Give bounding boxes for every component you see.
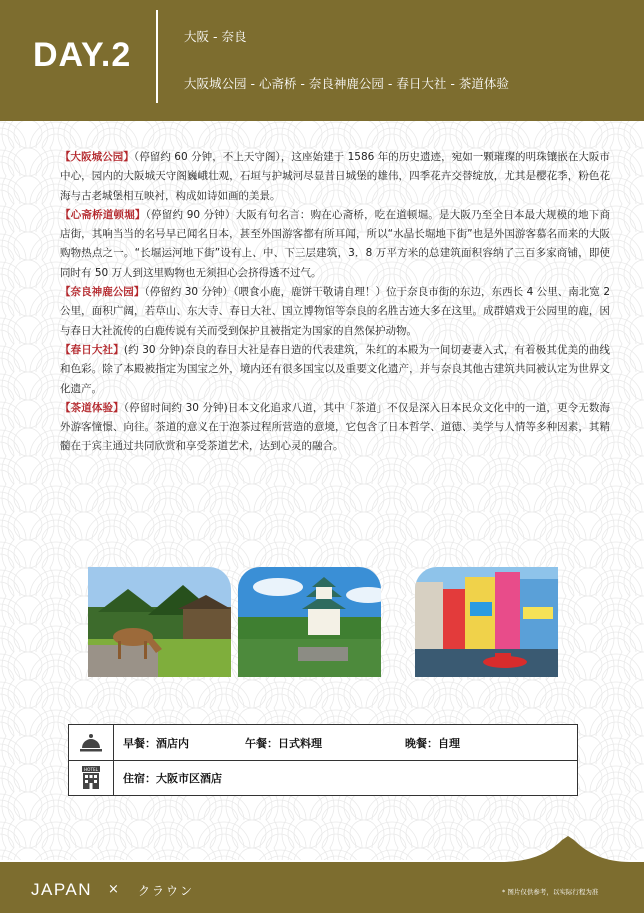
header-divider [156,10,158,103]
paragraph-osaka-castle [60,148,610,206]
paragraph-tea-ceremony [60,399,610,457]
route-cities: 大阪 - 奈良 [184,29,247,44]
text-nara-park: （停留约 30 分钟）（喂食小鹿，鹿饼干敬请自理！）位于奈良市街的东边，东西长 4 公里、南北宽 2 公里，面积广阔，若草山、东大寺、春日大社、国立博物馆等奈良的名胜古迹大多在这里。成群嬉戏于公园里的鹿，因与春日大社流传的白鹿传说有关而受到保护且被指定为国家的自然保护动物。 [60,286,610,337]
text-tea-ceremony: （停留时间约 30 分钟)日本文化追求八道，其中「茶道」不仅是深入日本民众文化中的一道，更令无数海外游客憧憬、向往。茶道的意义在于泡茶过程所营造的意境，它包含了日本哲学、道德、美学与人情等多种因素，其精髓在于宾主通过共同欣赏和享受茶道艺术，达到心灵的融合。 [60,401,611,453]
route-spots: 大阪城公园 - 心斋桥 - 奈良神鹿公园 - 春日大社 - 茶道体验 [184,76,509,91]
dinner-text: 晚餐：自理 [405,737,460,750]
paragraph-nara-park [60,283,610,341]
footer-disclaimer: * 图片仅供参考，以实际行程为准 [502,888,599,896]
tag-nara-park: 【奈良神鹿公园】 [60,286,145,299]
dish-cloche-icon [79,733,103,753]
photo-nara-deer [88,567,231,677]
tag-shinsaibashi: 【心斋桥道顿堀】 [60,208,146,221]
tag-osaka-castle: 【大阪城公园】 [60,151,134,163]
hotel-sign-text: HOTEL [84,766,98,772]
footer-wave-decoration [0,836,644,864]
text-osaka-castle: （停留约 60 分钟，不上天守阁），这座始建于 1586 年的历史遗迹，宛如一颗璀璨的明珠镶嵌在大阪市中心，园内的大阪城天守阁巍峨壮观，石垣与护城河尽显昔日城堡的雄伟，四季花卉交替绽放，尤其是樱花季，粉色花海与古老城堡相互映衬，构成如诗如画的美景。 [60,151,610,202]
tag-tea-ceremony: 【茶道体验】 [60,401,124,414]
hotel-icon [80,766,102,790]
text-shinsaibashi: （停留约 90 分钟）大阪有句名言：购在心斋桥，吃在道顿堀。是大阪乃至全日本最大规模的地下商店街，其响当当的名号早已闻名日本，甚至外国游客都有所耳闻，所以“水晶长堀地下街”也是外国游客慕名而来的大阪购物热点之一。“长堀运河地下街”设有上、中、下三层建筑，3．8 万平方米的总建筑面积容纳了三百多家商铺，即使同时有 50 万人到这里购物也无须担心会挤得透不过气。 [60,208,610,279]
meal-table [68,724,578,796]
lodging-text: 住宿：大阪市区酒店 [123,772,222,785]
paragraph-kasuga-taisha [60,341,610,399]
text-kasuga-taisha: (约 30 分钟)奈良的春日大社是春日造的代表建筑，朱红的本殿为一间切妻妻入式，有着极其优美的曲线和色彩。除了本殿被指定为国宝之外，境内还有很多国宝以及重要文化遗产，并与奈良其他古建筑共同被认定为世界文化遗产。 [60,343,610,395]
footer-brand-subtitle: クラウン [138,884,195,898]
footer-brand: JAPAN [31,880,93,899]
day-title: DAY.2 [33,36,132,74]
meal-icon-cell [69,725,114,760]
photo-osaka-castle [238,567,381,677]
photo-dotonbori [415,567,558,677]
breakfast-text: 早餐：酒店内 [123,737,189,750]
footer-brand-separator: × [108,882,119,897]
itinerary-description [60,148,610,457]
tag-kasuga-taisha: 【春日大社】 [60,343,124,356]
header-bar [0,0,644,121]
lunch-text: 午餐：日式料理 [245,737,322,750]
paragraph-shinsaibashi [60,206,610,283]
photo-strip [88,567,586,677]
hotel-icon-cell [69,760,114,795]
meal-row [69,725,577,761]
lodging-row [69,760,577,795]
